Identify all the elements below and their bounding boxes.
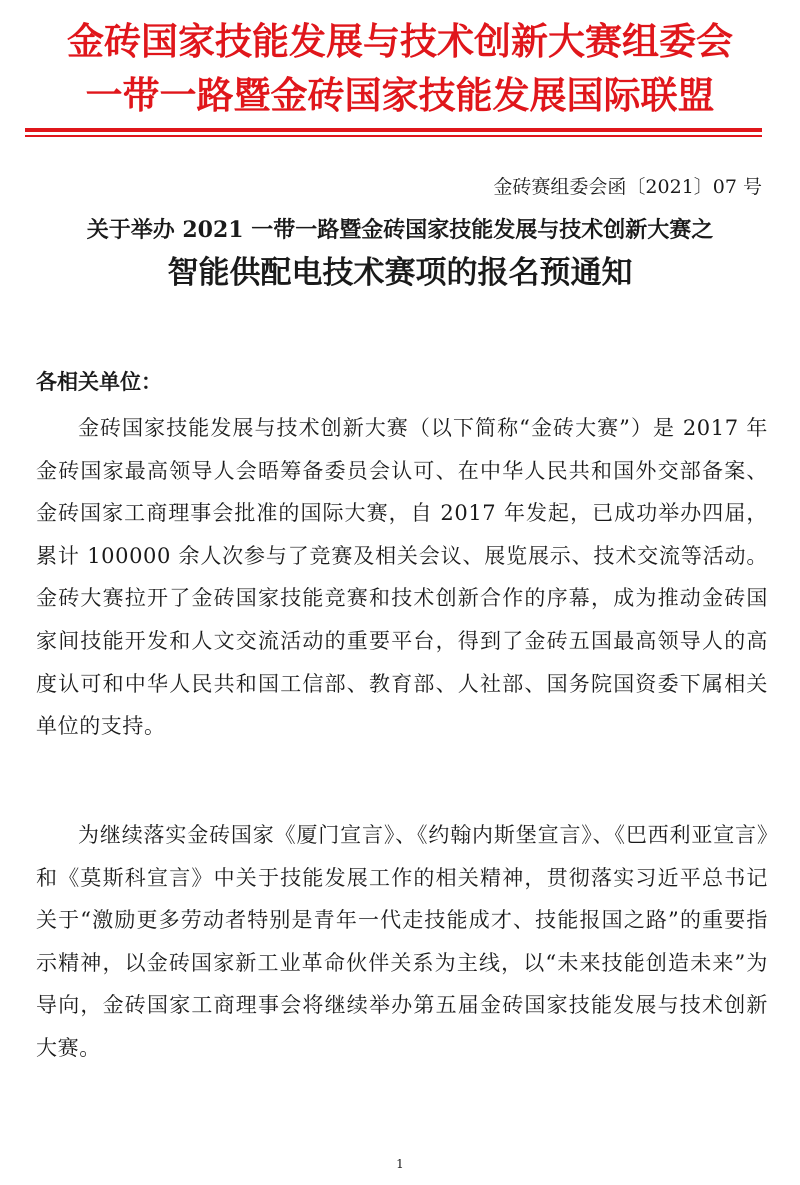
letterhead-rule-thin bbox=[25, 135, 762, 137]
page-number: 1 bbox=[396, 1157, 404, 1171]
letterhead-rule-thick bbox=[25, 128, 762, 132]
body-paragraph-2: 为继续落实金砖国家《厦门宣言》、《约翰内斯堡宣言》、《巴西利亚宣言》和《莫斯科宣言》中关于技能发展工作的相关精神，贯彻落实习近平总书记关于“激励更多劳动者特别是青年一代走技能成才、技能报国之路”的重要指示精神，以金砖国家新工业革命伙伴关系为主线，以“未来技能创造未来”为导向，金砖国家工商理事会将继续举办第五届金砖国家技能发展与技术创新大赛。 bbox=[36, 823, 768, 1060]
letterhead-line-1: 金砖国家技能发展与技术创新大赛组委会 bbox=[67, 20, 733, 63]
document-title-line-2: 智能供配电技术赛项的报名预通知 bbox=[167, 255, 633, 291]
body-paragraph-1: 金砖国家技能发展与技术创新大赛（以下简称“金砖大赛”）是 2017 年金砖国家最高领导人会晤筹备委员会认可、在中华人民共和国外交部备案、金砖国家工商理事会批准的国际大赛，自 2017 年发起，已成功举办四届，累计 100000 余人次参与了竞赛及相关会议、展览展示、技术交流等活动。金砖大赛拉开了金砖国家技能竞赛和技术创新合作的序幕，成为推动金砖国家间技能开发和人文交流活动的重要平台，得到了金砖五国最高领导人的高度认可和中华人民共和国工信部、教育部、人社部、国务院国资委下属相关单位的支持。 bbox=[36, 416, 768, 739]
letterhead-line-2: 一带一路暨金砖国家技能发展国际联盟 bbox=[85, 74, 715, 117]
document-number: 金砖赛组委会函〔2021〕07 号 bbox=[493, 176, 762, 198]
salutation: 各相关单位： bbox=[36, 369, 162, 394]
document-title-line-1: 关于举办 2021 一带一路暨金砖国家技能发展与技术创新大赛之 bbox=[86, 217, 714, 243]
